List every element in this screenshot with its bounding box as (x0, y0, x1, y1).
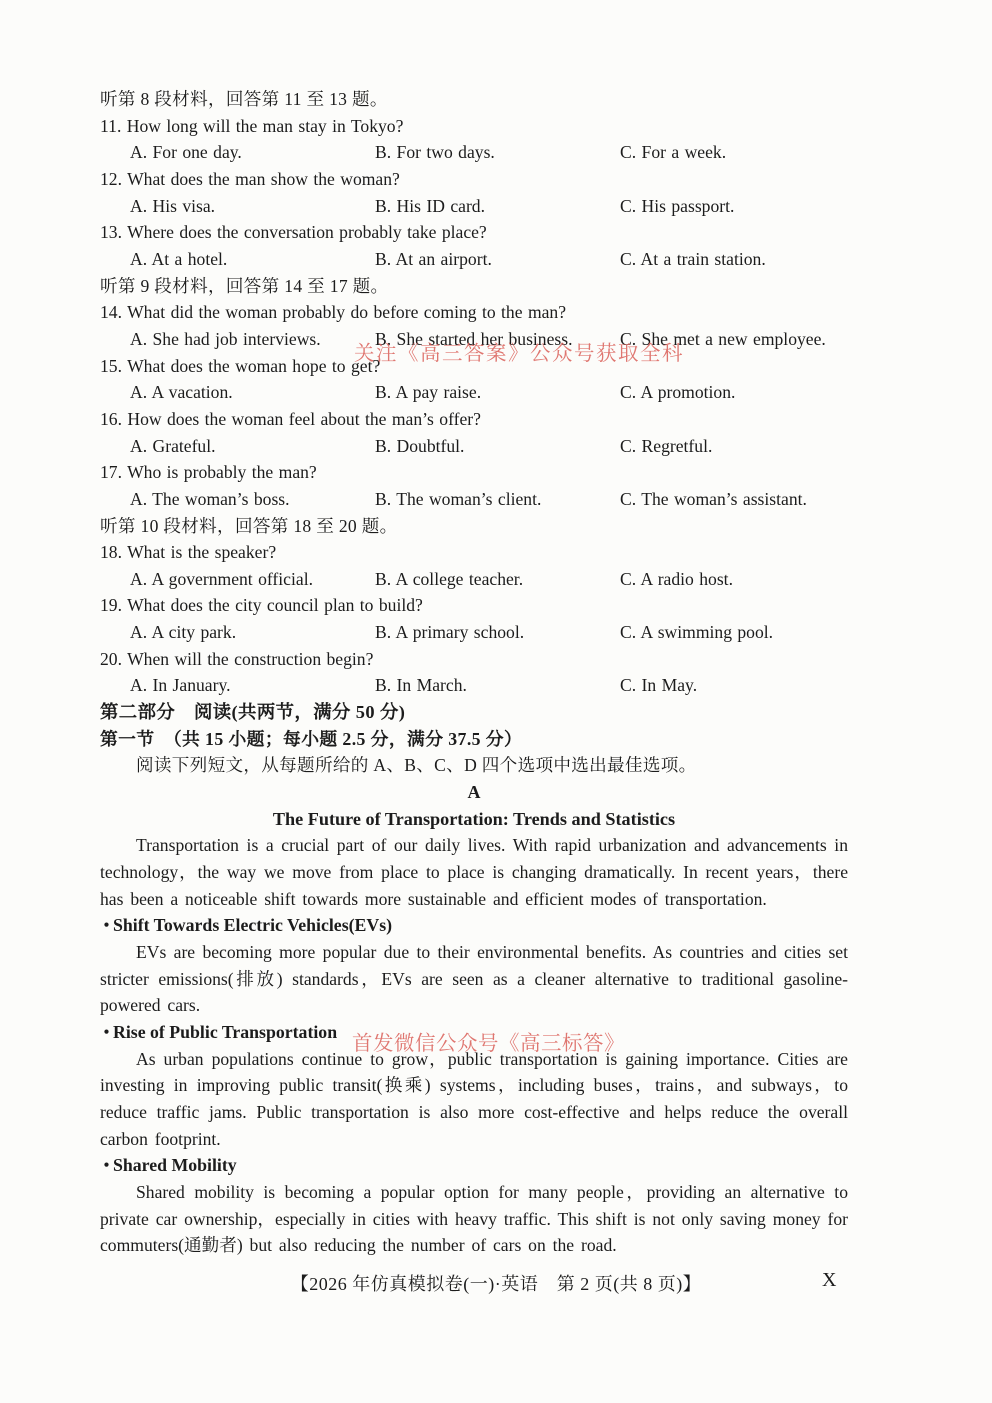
question-19: 19. What does the city council plan to build? (100, 595, 423, 616)
bullet-icon: • (103, 915, 110, 936)
bullet-icon: • (103, 1155, 110, 1176)
option-c: C. A promotion. (620, 382, 736, 403)
option-b: B. A primary school. (375, 622, 525, 643)
question-11: 11. How long will the man stay in Tokyo? (100, 115, 404, 136)
option-b: B. A pay raise. (375, 382, 482, 403)
question-20: 20. When will the construction begin? (100, 648, 374, 669)
options-row (100, 139, 848, 166)
option-a: A. The woman’s boss. (130, 488, 290, 509)
question-12: 12. What does the man show the woman? (100, 168, 400, 189)
option-b: B. At an airport. (375, 248, 492, 269)
option-b: B. For two days. (375, 142, 495, 163)
material-instruction: 听第 9 段材料，回答第 14 至 17 题。 (100, 275, 389, 296)
bullet-icon: • (103, 1021, 110, 1042)
passage-label: A (467, 782, 481, 803)
option-b: B. A college teacher. (375, 568, 524, 589)
option-c: C. She met a new employee. (620, 328, 826, 349)
options-row (100, 566, 848, 593)
options-row (100, 379, 848, 406)
watermark-wechat-text: 首发微信公众号《高三标答》 (352, 1033, 625, 1055)
options-row (100, 619, 848, 646)
material-instruction: 听第 10 段材料，回答第 18 至 20 题。 (100, 515, 398, 536)
section-one-header: 第一节 （共 15 小题；每小题 2.5 分，满分 37.5 分） (100, 728, 523, 749)
option-c: C. At a train station. (620, 248, 766, 269)
page-footer: 【2026 年仿真模拟卷(一)·英语 第 2 页(共 8 页)】 (290, 1274, 702, 1294)
option-a: A. A government official. (130, 568, 313, 589)
option-a: A. In January. (130, 675, 231, 696)
paragraph-evs: EVs are becoming more popular due to their environmental benefits. As countries and cities set stricter emissions(排放) standards，EVs are seen as a cleaner alternative to traditional gasoline-powered cars. (100, 942, 848, 1016)
option-b: B. The woman’s client. (375, 488, 542, 509)
material-instruction: 听第 8 段材料，回答第 11 至 13 题。 (100, 89, 388, 109)
question-17: 17. Who is probably the man? (100, 462, 317, 483)
option-a: A. A vacation. (130, 382, 233, 403)
passage-intro-paragraph: Transportation is a crucial part of our daily lives. With rapid urbanization and advancements in technology，the way we move from place to place is changing dramatically. In recent years，there has been a noticeable shift towards more sustainable and efficient modes of transportation. (100, 835, 848, 909)
question-14: 14. What did the woman probably do before coming to the man? (100, 302, 567, 323)
corner-mark: X (822, 1269, 837, 1291)
options-row (100, 672, 848, 699)
paragraph-shared-mobility: Shared mobility is becoming a popular option for many people，providing an alternative to private car ownership，especially in cities with heavy traffic. This shift is not only saving money for commuters(通勤者) but also reducing the number of cars on the road. (100, 1181, 848, 1256)
bullet-heading-label: Rise of Public Transportation (113, 1021, 338, 1042)
reading-instruction: 阅读下列短文，从每题所给的 A、B、C、D 四个选项中选出最佳选项。 (136, 755, 697, 776)
question-15: 15. What does the woman hope to get? (100, 355, 381, 376)
part-two-header: 第二部分 阅读(共两节，满分 50 分) (100, 702, 406, 723)
option-c: C. A swimming pool. (620, 622, 774, 643)
passage-title: The Future of Transportation: Trends and Statistics (272, 808, 676, 829)
watermark-answers-qr-text: 关注《高三答案》公众号获取全科 (354, 343, 684, 365)
options-row (100, 433, 848, 460)
option-b: B. Doubtful. (375, 435, 465, 456)
option-c: C. For a week. (620, 142, 727, 163)
bullet-heading-label: Shared Mobility (113, 1155, 237, 1176)
page-content (100, 86, 848, 1259)
option-c: C. The woman’s assistant. (620, 488, 807, 509)
bullet-heading-evs (100, 912, 848, 939)
question-13: 13. Where does the conversation probably take place? (100, 222, 487, 243)
option-a: A. His visa. (130, 195, 216, 216)
options-row (100, 486, 848, 513)
paragraph-public-transportation: As urban populations continue to grow，public transportation is gaining importance. Cities are investing in improving public transit(换乘) systems，including buses，trains，and subways，to reduce traffic jams. Public transportation is also more cost-effective and helps reduce the overall carbon footprint. (100, 1048, 848, 1149)
options-row (100, 246, 848, 273)
option-a: A. She had job interviews. (130, 328, 321, 349)
bullet-heading-shared-mobility (100, 1152, 848, 1179)
option-a: A. At a hotel. (130, 248, 228, 269)
option-c: C. His passport. (620, 195, 735, 216)
question-18: 18. What is the speaker? (100, 542, 277, 563)
bullet-heading-label: Shift Towards Electric Vehicles(EVs) (113, 915, 393, 936)
option-c: C. In May. (620, 675, 698, 696)
option-b: B. In March. (375, 675, 467, 696)
option-c: C. Regretful. (620, 435, 713, 456)
option-b: B. His ID card. (375, 195, 486, 216)
option-b: B. She started her business. (375, 328, 573, 349)
option-a: A. Grateful. (130, 435, 216, 456)
question-16: 16. How does the woman feel about the man’s offer? (100, 408, 481, 429)
option-a: A. For one day. (130, 142, 242, 163)
option-a: A. A city park. (130, 622, 237, 643)
option-c: C. A radio host. (620, 568, 733, 589)
options-row (100, 193, 848, 220)
